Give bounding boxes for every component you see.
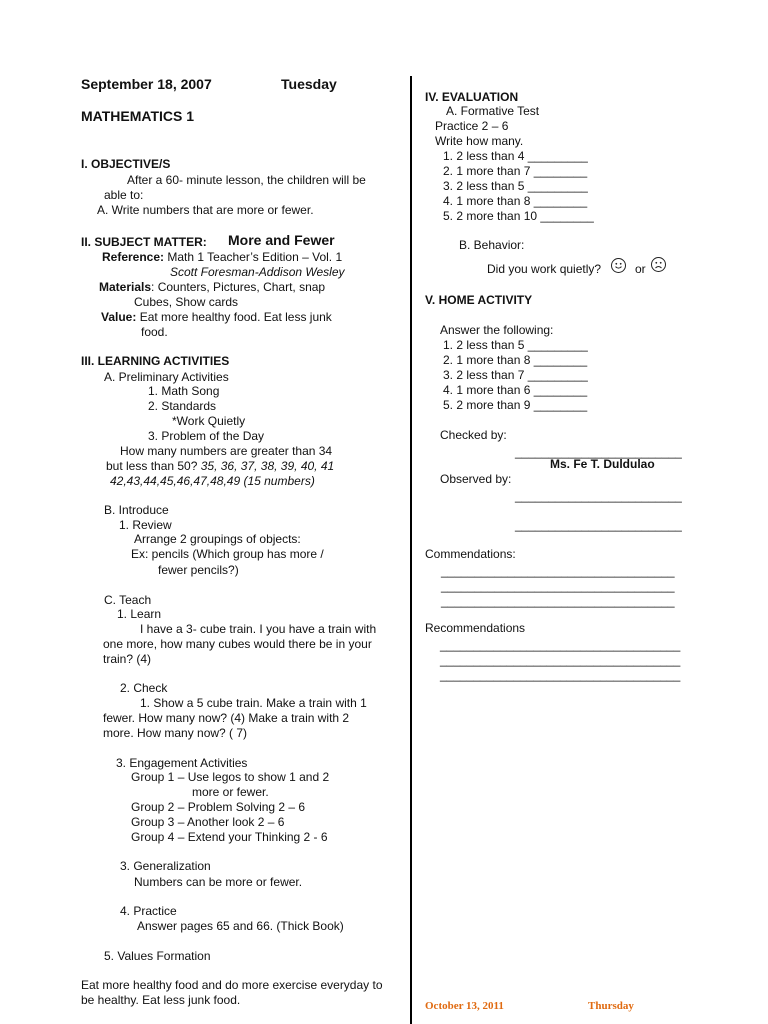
problem-text: but less than 50? bbox=[106, 459, 201, 473]
signature-line: _________________________ bbox=[515, 445, 682, 459]
section-label: C. Teach bbox=[104, 593, 152, 607]
subject-matter-heading: II. SUBJECT MATTER: bbox=[81, 235, 207, 249]
reference-text: Math 1 Teacher’s Edition – Vol. 1 bbox=[164, 250, 343, 264]
recommendations-line: ____________________________________ bbox=[440, 638, 681, 652]
materials-label: Materials bbox=[99, 280, 152, 294]
reference-publisher: Scott Foresman-Addison Wesley bbox=[170, 265, 345, 279]
footer-day: Thursday bbox=[588, 1000, 634, 1012]
lesson-day: Tuesday bbox=[281, 76, 337, 92]
value-label: Value: bbox=[101, 310, 137, 324]
evaluation-line: Practice 2 – 6 bbox=[435, 119, 509, 133]
subject-matter-title: More and Fewer bbox=[228, 232, 335, 248]
checker-name: Ms. Fe T. Duldulao bbox=[550, 457, 655, 471]
evaluation-item: 1. 2 less than 4 _________ bbox=[443, 149, 588, 163]
activity-item: 2. Standards bbox=[148, 399, 217, 413]
activity-item: A. Preliminary Activities bbox=[104, 370, 229, 384]
objective-line: A. Write numbers that are more or fewer. bbox=[97, 203, 314, 217]
learn-line: one more, how many cubes would there be in your bbox=[103, 637, 372, 651]
recommendations-line: ____________________________________ bbox=[440, 668, 681, 682]
review-line: Arrange 2 groupings of objects: bbox=[134, 532, 301, 546]
home-item: 1. 2 less than 5 _________ bbox=[443, 338, 588, 352]
evaluation-item: 2. 1 more than 7 ________ bbox=[443, 164, 588, 178]
objective-line: able to: bbox=[104, 188, 144, 202]
value-line: food. bbox=[141, 325, 168, 339]
home-activity-heading: V. HOME ACTIVITY bbox=[425, 293, 533, 307]
commendations-line: ___________________________________ bbox=[441, 579, 675, 593]
learn-line: train? (4) bbox=[103, 652, 152, 666]
closing-line: Eat more healthy food and do more exercise everyday to bbox=[81, 978, 383, 992]
activity-item: 3. Problem of the Day bbox=[148, 429, 265, 443]
signature-line: _________________________ bbox=[515, 518, 682, 532]
frowning-face-icon bbox=[651, 257, 666, 272]
engagement-line: Group 2 – Problem Solving 2 – 6 bbox=[131, 800, 306, 814]
section-label: 3. Generalization bbox=[120, 859, 211, 873]
home-item: 5. 2 more than 9 ________ bbox=[443, 398, 588, 412]
home-item: 3. 2 less than 7 _________ bbox=[443, 368, 588, 382]
evaluation-line: A. Formative Test bbox=[446, 104, 540, 118]
evaluation-item: 4. 1 more than 8 ________ bbox=[443, 194, 588, 208]
recommendations-label: Recommendations bbox=[425, 621, 526, 635]
evaluation-heading: IV. EVALUATION bbox=[425, 90, 519, 104]
engagement-line: Group 1 – Use legos to show 1 and 2 bbox=[131, 770, 330, 784]
behavior-question: Did you work quietly? bbox=[487, 262, 602, 276]
behavior-or: or bbox=[635, 262, 646, 276]
footer-date: October 13, 2011 bbox=[425, 1000, 504, 1012]
section-label: 4. Practice bbox=[120, 904, 177, 918]
learning-activities-heading: III. LEARNING ACTIVITIES bbox=[81, 354, 230, 368]
home-item: 2. 1 more than 8 ________ bbox=[443, 353, 588, 367]
column-divider bbox=[410, 76, 412, 1024]
commendations-label: Commendations: bbox=[425, 547, 516, 561]
problem-answer: 42,43,44,45,46,47,48,49 (15 numbers) bbox=[110, 474, 315, 488]
materials-line bbox=[99, 280, 325, 294]
home-intro: Answer the following: bbox=[440, 323, 554, 337]
commendations-line: ___________________________________ bbox=[441, 594, 675, 608]
reference-line bbox=[102, 250, 342, 264]
review-line: fewer pencils?) bbox=[158, 563, 239, 577]
review-line: Ex: pencils (Which group has more / bbox=[131, 547, 324, 561]
value-line bbox=[101, 310, 332, 324]
objective-line: After a 60- minute lesson, the children will be bbox=[127, 173, 366, 187]
engagement-line: more or fewer. bbox=[192, 785, 269, 799]
objective-heading: I. OBJECTIVE/S bbox=[81, 157, 171, 171]
generalization-line: Numbers can be more or fewer. bbox=[134, 875, 303, 889]
commendations-line: ___________________________________ bbox=[441, 564, 675, 578]
closing-line: be healthy. Eat less junk food. bbox=[81, 993, 241, 1007]
section-label: 1. Review bbox=[119, 518, 172, 532]
home-item: 4. 1 more than 6 ________ bbox=[443, 383, 588, 397]
check-line: 1. Show a 5 cube train. Make a train with 1 bbox=[140, 696, 367, 710]
section-label: 5. Values Formation bbox=[104, 949, 211, 963]
check-line: fewer. How many now? (4) Make a train with 2 bbox=[103, 711, 350, 725]
problem-line bbox=[106, 459, 334, 473]
section-label: B. Introduce bbox=[104, 503, 169, 517]
observed-by-label: Observed by: bbox=[440, 472, 512, 486]
engagement-line: Group 3 – Another look 2 – 6 bbox=[131, 815, 285, 829]
behavior-label: B. Behavior: bbox=[459, 238, 525, 252]
engagement-line: Group 4 – Extend your Thinking 2 - 6 bbox=[131, 830, 328, 844]
smiley-face-icon bbox=[611, 258, 626, 273]
checked-by-label: Checked by: bbox=[440, 428, 507, 442]
subject-title: MATHEMATICS 1 bbox=[81, 108, 195, 124]
learn-line: I have a 3- cube train. I you have a train with bbox=[140, 622, 377, 636]
signature-line: _________________________ bbox=[515, 489, 682, 503]
problem-line: How many numbers are greater than 34 bbox=[120, 444, 333, 458]
check-line: more. How many now? ( 7) bbox=[103, 726, 248, 740]
evaluation-item: 3. 2 less than 5 _________ bbox=[443, 179, 588, 193]
materials-text: : Counters, Pictures, Chart, snap bbox=[151, 280, 326, 294]
problem-answer: 35, 36, 37, 38, 39, 40, 41 bbox=[200, 459, 335, 473]
evaluation-line: Write how many. bbox=[435, 134, 524, 148]
activity-item: 1. Math Song bbox=[148, 384, 220, 398]
practice-line: Answer pages 65 and 66. (Thick Book) bbox=[137, 919, 344, 933]
recommendations-line: ____________________________________ bbox=[440, 653, 681, 667]
materials-line: Cubes, Show cards bbox=[134, 295, 239, 309]
section-label: 3. Engagement Activities bbox=[116, 756, 248, 770]
activity-item: *Work Quietly bbox=[172, 414, 246, 428]
section-label: 1. Learn bbox=[117, 607, 162, 621]
lesson-date: September 18, 2007 bbox=[81, 76, 212, 92]
section-label: 2. Check bbox=[120, 681, 168, 695]
value-text: Eat more healthy food. Eat less junk bbox=[136, 310, 332, 324]
evaluation-item: 5. 2 more than 10 ________ bbox=[443, 209, 594, 223]
reference-label: Reference: bbox=[102, 250, 165, 264]
